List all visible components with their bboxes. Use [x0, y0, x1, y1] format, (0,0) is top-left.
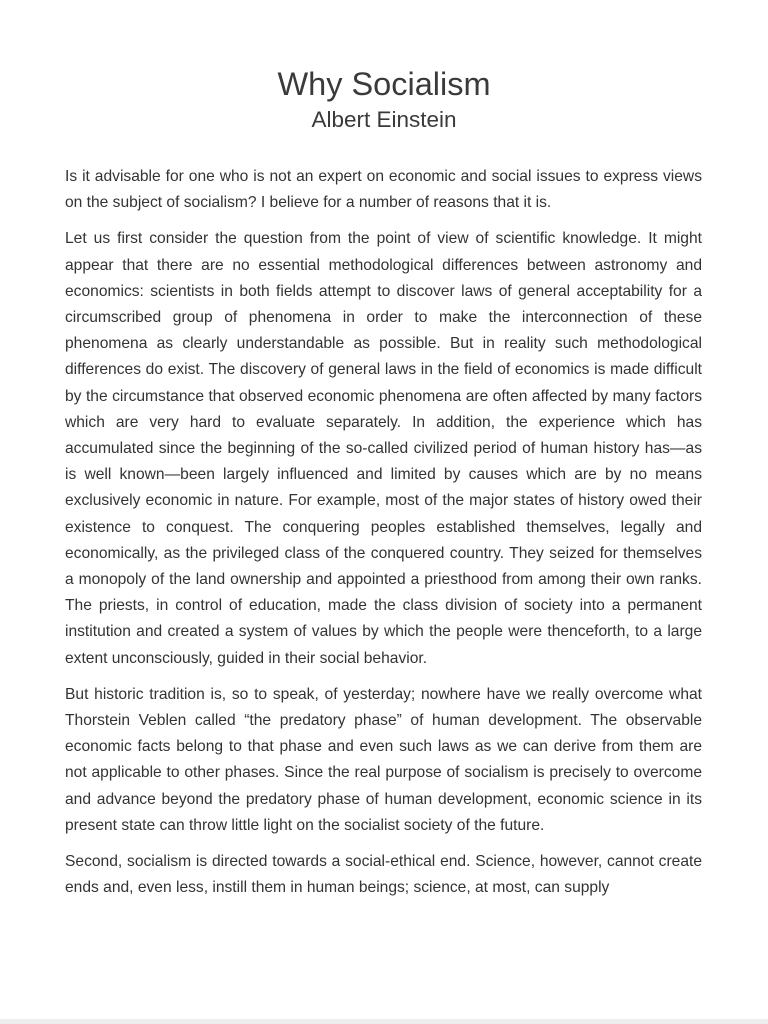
page-bottom-edge [0, 1019, 768, 1024]
document-body [65, 164, 702, 911]
paragraph: Let us first consider the question from the point of view of scientific knowledge. It might appear that there are no essential methodological differences between astronomy and economics: scientists in both fields attempt to discover laws of general acceptability for a circumscribed group of phenomena in order to make the interconnection of these phenomena as clearly understandable as possible. But in reality such methodological differences do exist. The discovery of general laws in the field of economics is made difficult by the circumstance that observed economic phenomena are often affected by many factors which are very hard to evaluate separately. In addition, the experience which has accumulated since the beginning of the so-called civilized period of human history has—as is well known—been largely influenced and limited by causes which are by no means exclusively economic in nature. For example, most of the major states of history owed their existence to conquest. The conquering peoples established themselves, legally and economically, as the privileged class of the conquered country. They seized for themselves a monopoly of the land ownership and appointed a priesthood from among their own ranks. The priests, in control of education, made the class division of society into a permanent institution and created a system of values by which the people were thenceforth, to a large extent unconsciously, guided in their social behavior. [65, 230, 702, 667]
document-author: Albert Einstein [311, 107, 457, 132]
paragraph: But historic tradition is, so to speak, of yesterday; nowhere have we really overcome what Thorstein Veblen called “the predatory phase” of human development. The observable economic facts belong to that phase and even such laws as we can derive from them are not applicable to other phases. Since the real purpose of socialism is precisely to overcome and advance beyond the predatory phase of human development, economic science in its present state can throw little light on the socialist society of the future. [65, 685, 702, 834]
paragraph: Is it advisable for one who is not an expert on economic and social issues to express views on the subject of socialism? I believe for a number of reasons that it is. [65, 168, 702, 212]
paragraph: Second, socialism is directed towards a social-ethical end. Science, however, cannot create ends and, even less, instill them in human beings; science, at most, can supply [65, 853, 702, 897]
document-title: Why Socialism [277, 66, 491, 102]
